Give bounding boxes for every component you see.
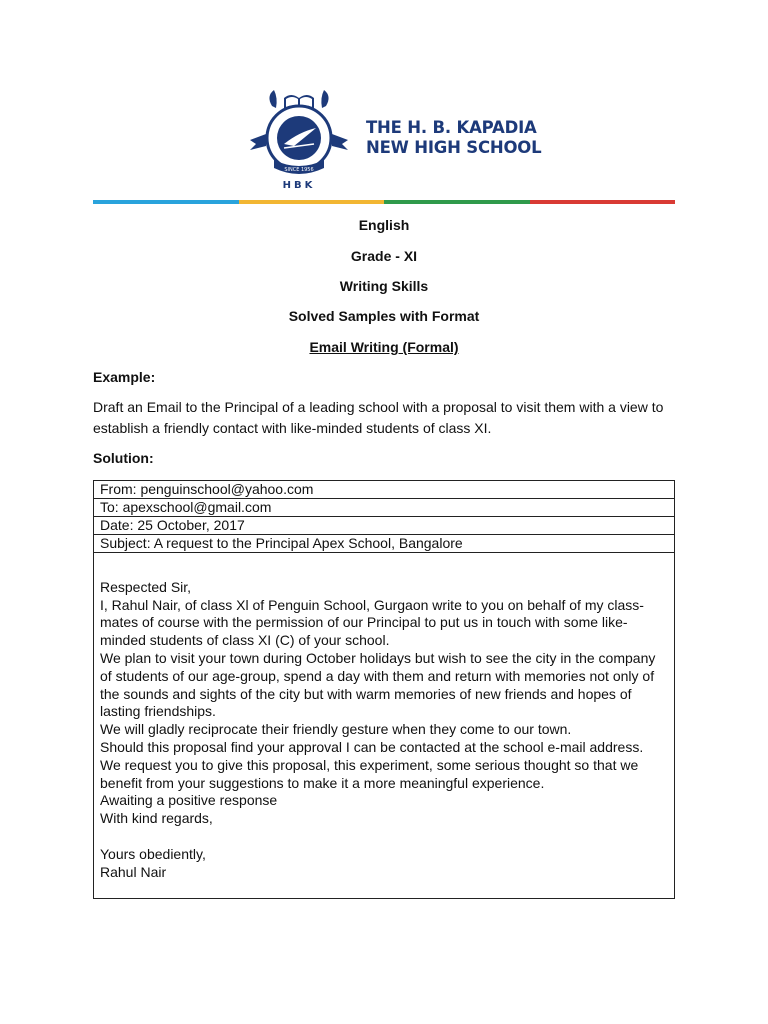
color-bar-green xyxy=(384,200,530,204)
crest-since-text: SINCE 1956 xyxy=(284,167,314,173)
example-question: Draft an Email to the Principal of a leading school with a proposal to visit them with a view to establish a friendly contact with like-minded students of class XI. xyxy=(93,399,664,436)
email-paragraph-4: Should this proposal find your approval I can be contacted at the school e-mail address. xyxy=(100,738,644,755)
email-paragraph-1: I, Rahul Nair, of class Xl of Penguin School, Gurgaon write to you on behalf of my class-mates of course with the permission of our Principal to put us in touch with some like-minded students of class XI (C) of your school. xyxy=(100,596,644,649)
email-closing-2: With kind regards, xyxy=(100,810,213,827)
header-color-bar xyxy=(93,200,675,204)
school-logo xyxy=(240,80,540,190)
grade-title: Grade - XI xyxy=(350,248,418,264)
school-crest-icon xyxy=(244,84,354,190)
school-name-line1: THE H. B. KAPADIA xyxy=(366,118,537,137)
color-bar-blue xyxy=(93,200,239,204)
email-body xyxy=(94,553,675,899)
email-to: To: apexschool@gmail.com xyxy=(94,499,675,517)
section-title: Email Writing (Formal) xyxy=(309,339,459,355)
school-name xyxy=(366,118,541,158)
email-paragraph-3: We will gladly reciprocate their friendly gesture when they come to our town. xyxy=(100,721,572,738)
email-paragraph-5: We request you to give this proposal, this experiment, some serious thought so that we benefit from your suggestions to make it a more meaningful experience. xyxy=(100,756,639,791)
email-paragraph-2: We plan to visit your town during October holidays but wish to see the city in the company of students of our age-group, spend a day with them and return with memories not only of the sounds and sights of the city but with warm memories of new friends and hopes of lasting friendships. xyxy=(100,649,656,720)
email-format-table xyxy=(93,480,675,899)
example-label: Example: xyxy=(93,369,156,385)
school-name-line2: NEW HIGH SCHOOL xyxy=(366,138,542,157)
email-closing-1: Awaiting a positive response xyxy=(100,792,278,809)
color-bar-red xyxy=(530,200,676,204)
email-sender-name: Rahul Nair xyxy=(100,863,167,880)
solution-label: Solution: xyxy=(93,450,154,466)
crest-abbr-text: HBK xyxy=(282,180,316,190)
color-bar-yellow xyxy=(239,200,385,204)
topic-title: Writing Skills xyxy=(339,278,429,294)
email-date: Date: 25 October, 2017 xyxy=(94,517,675,535)
samples-title: Solved Samples with Format xyxy=(288,308,480,324)
email-signoff: Yours obediently, xyxy=(100,845,206,862)
email-subject: Subject: A request to the Principal Apex School, Bangalore xyxy=(94,535,675,553)
email-from: From: penguinschool@yahoo.com xyxy=(94,481,675,499)
subject-title: English xyxy=(358,217,410,233)
email-salutation: Respected Sir, xyxy=(100,578,192,595)
